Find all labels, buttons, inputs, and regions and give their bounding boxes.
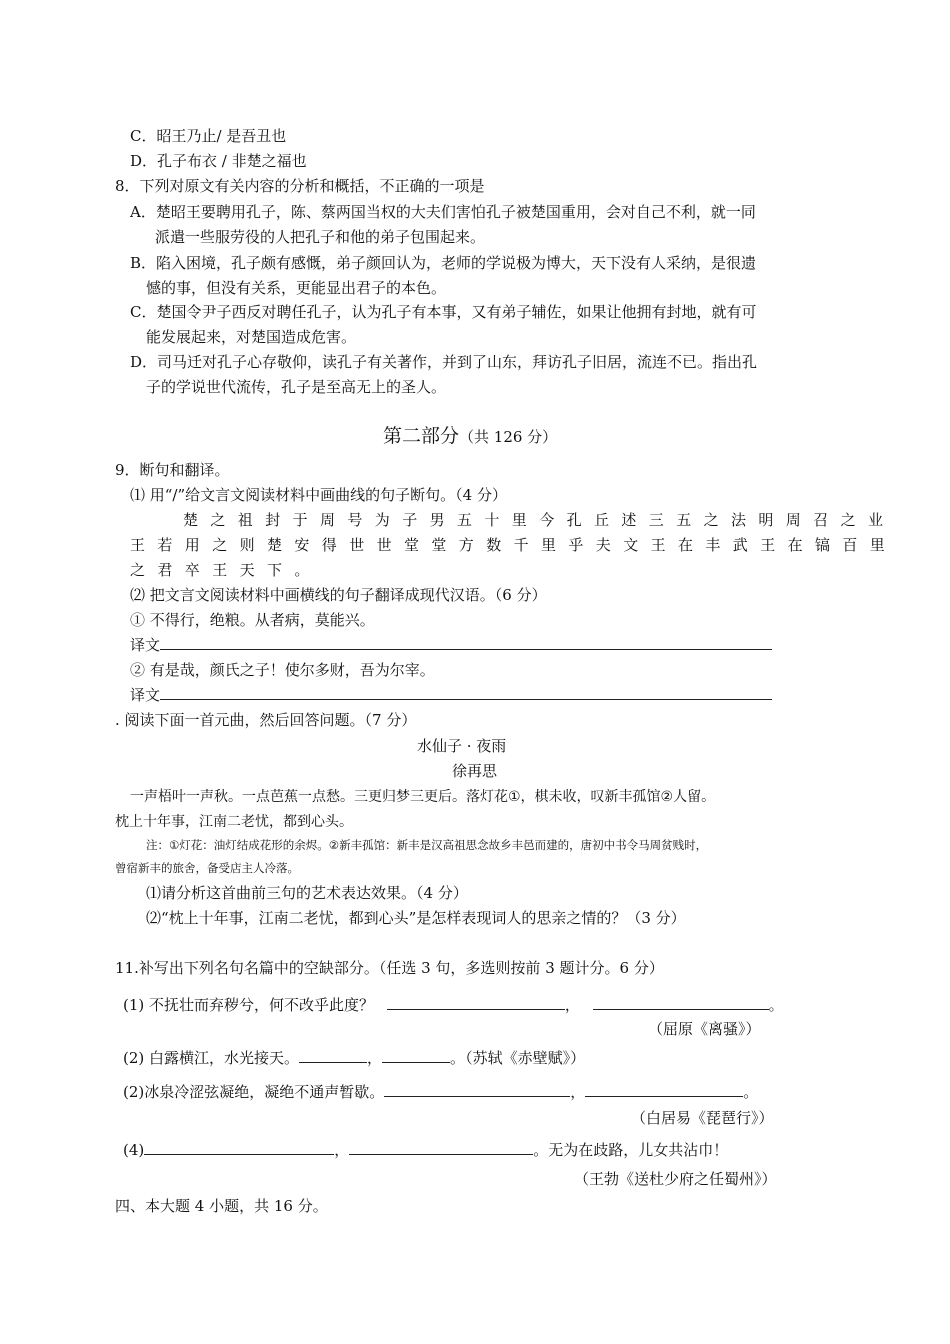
period: 。 <box>450 1049 466 1067</box>
comma: ， <box>564 996 580 1014</box>
q9-part2-instruction: ⑵ 把文言文阅读材料中画横线的句子翻译成现代汉语。（6 分） <box>130 586 547 604</box>
poem-author: 徐再思 <box>452 762 498 780</box>
translation-answer-line[interactable] <box>160 683 772 700</box>
poem-line1: 一声梧叶一声秋。一点芭蕉一点愁。三更归梦三更后。落灯花①，棋未收，叹新丰孤馆②人留。 <box>130 789 716 805</box>
translation-label: 译文 <box>130 686 161 704</box>
q8-option-b: B．陷入困境，孔子颇有感慨，弟子颜回认为，老师的学说极为博大，天下没有人采纳，是很遗 <box>130 254 757 272</box>
q8-option-d-cont: 子的学说世代流传，孔子是至高无上的圣人。 <box>146 378 447 396</box>
q11-item4-tail: 。无为在歧路，儿女共沾巾！ <box>533 1141 729 1159</box>
q8-option-c-cont: 能发展起来，对楚国造成危害。 <box>146 328 357 346</box>
q9-stem: 9．断句和翻译。 <box>115 461 230 479</box>
q11-source2: （苏轼《赤壁赋》） <box>465 1049 586 1067</box>
q9-translation1 <box>130 633 772 657</box>
q7-option-c: C．昭王乃止/ 是吾丑也 <box>130 127 287 145</box>
q11-item3 <box>123 1080 758 1104</box>
q9-classical-text-line2: 王若用之则楚安得世世堂堂方数千里乎夫文王在丰武王在镐百里 <box>130 536 898 554</box>
period: 。 <box>743 1083 759 1101</box>
q10-question2: ⑵“枕上十年事，江南二老忧，都到心头”是怎样表现词人的思亲之情的？（3 分） <box>146 909 686 927</box>
part-two-heading <box>383 424 557 449</box>
translation-label: 译文 <box>130 636 161 654</box>
period: 。 <box>768 996 784 1014</box>
fill-blank-line[interactable] <box>585 1080 743 1097</box>
q10-stem: . 阅读下面一首元曲，然后回答问题。（7 分） <box>115 711 417 729</box>
q9-sentence2: ② 有是哉，颜氏之子！使尔多财，吾为尔宰。 <box>130 661 435 679</box>
q11-item4 <box>123 1138 728 1162</box>
q8-option-b-cont: 憾的事，但没有关系，更能显出君子的本色。 <box>146 279 447 297</box>
q10-question1: ⑴请分析这首曲前三句的艺术表达效果。（4 分） <box>146 884 468 902</box>
section-four-heading: 四、本大题 4 小题，共 16 分。 <box>115 1197 328 1215</box>
q8-option-d: D．司马迁对孔子心存敬仰，读孔子有关著作，并到了山东，拜访孔子旧居，流连不已。指出孔 <box>130 353 758 371</box>
q8-stem: 8．下列对原文有关内容的分析和概括，不正确的一项是 <box>115 177 485 195</box>
fill-blank-line[interactable] <box>387 993 565 1010</box>
poem-title: 水仙子 · 夜雨 <box>417 737 507 755</box>
q11-source3: （白居易《琵琶行》） <box>631 1109 774 1127</box>
q8-option-a-cont: 派遣一些服劳役的人把孔子和他的弟子包围起来。 <box>155 228 486 246</box>
fill-blank-line[interactable] <box>299 1046 367 1063</box>
q11-item2-text: (2) 白露横江，水光接天。 <box>123 1049 300 1067</box>
q11-item1 <box>123 993 784 1017</box>
fill-blank-line[interactable] <box>382 1046 450 1063</box>
q11-item2 <box>123 1046 585 1070</box>
fill-blank-line[interactable] <box>144 1138 334 1155</box>
part-two-title: 第二部分 <box>383 425 460 447</box>
q11-source4: （王勃《送杜少府之任蜀州》） <box>574 1170 777 1188</box>
comma: ， <box>570 1083 586 1101</box>
q9-part1-instruction: ⑴ 用“/”给文言文阅读材料中画曲线的句子断句。（4 分） <box>130 486 507 504</box>
q9-classical-text-line1: 楚之祖封于周号为子男五十里今孔丘述三五之法明周召之业 <box>183 511 896 529</box>
fill-blank-line[interactable] <box>384 1080 570 1097</box>
poem-note-line2: 曾宿新丰的旅舍，备受店主人冷落。 <box>115 861 299 875</box>
poem-note-line1: 注：①灯花：油灯结成花形的余烬。②新丰孤馆：新丰是汉高祖思念故乡丰邑而建的，唐初中书令马周贫贱时， <box>146 838 708 852</box>
q11-item3-text: (2)冰泉冷涩弦凝绝，凝绝不通声暂歇。 <box>123 1083 385 1101</box>
fill-blank-line[interactable] <box>593 993 769 1010</box>
poem-line2: 枕上十年事，江南二老忧，都到心头。 <box>115 814 353 830</box>
q9-classical-text-line3: 之君卒王天下。 <box>130 561 322 579</box>
q9-sentence1: ① 不得行，绝粮。从者病，莫能兴。 <box>130 611 375 629</box>
q11-item1-text: (1) 不抚壮而弃秽兮，何不改乎此度？ <box>123 996 375 1014</box>
comma: ， <box>367 1049 383 1067</box>
q8-option-a: A．楚昭王要聘用孔子，陈、蔡两国当权的大夫们害怕孔子被楚国重用，会对自己不利，就一同 <box>130 203 756 221</box>
translation-answer-line[interactable] <box>160 633 772 650</box>
part-two-score: （共 126 分） <box>459 428 558 446</box>
q11-stem: 11.补写出下列名句名篇中的空缺部分。（任选 3 句，多选则按前 3 题计分。6 分） <box>115 959 664 977</box>
q11-source1: （屈原《离骚》） <box>648 1020 761 1038</box>
q9-translation2 <box>130 683 772 707</box>
q7-option-d: D．孔子布衣 / 非楚之福也 <box>130 152 307 170</box>
comma: ， <box>334 1141 350 1159</box>
q8-option-c: C．楚国令尹子西反对聘任孔子，认为孔子有本事，又有弟子辅佐，如果让他拥有封地，就有可 <box>130 303 757 321</box>
fill-blank-line[interactable] <box>349 1138 533 1155</box>
q11-item4-number: (4) <box>123 1141 145 1159</box>
